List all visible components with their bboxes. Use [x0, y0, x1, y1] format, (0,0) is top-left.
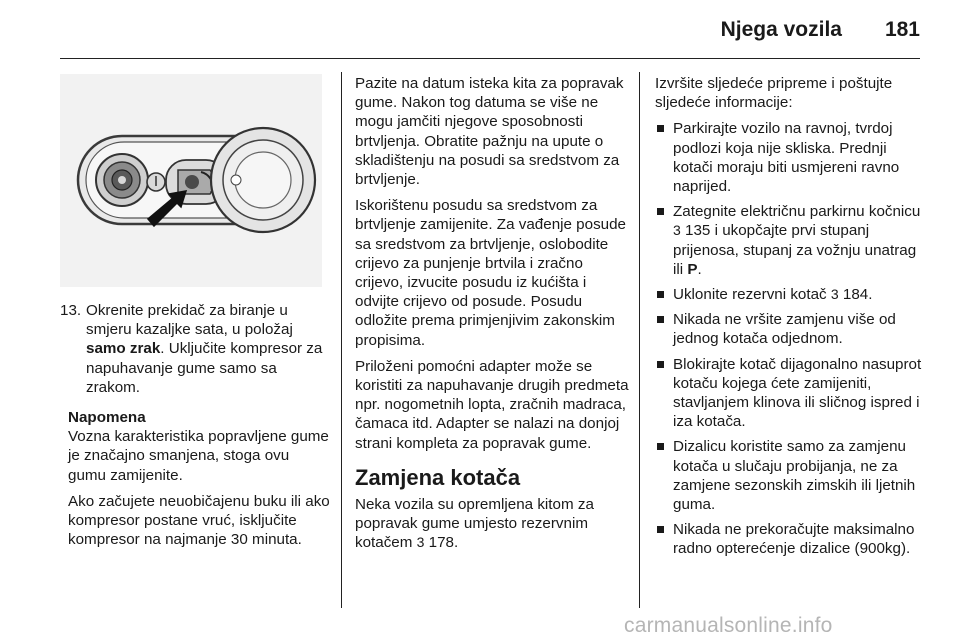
bullet-icon: [657, 291, 664, 298]
list-item-text: .: [868, 286, 873, 304]
bullet-icon: [657, 316, 664, 323]
bullet-icon: [657, 443, 664, 450]
note-title: Napomena: [68, 409, 146, 427]
intro-paragraph: Izvršite sljedeće pripreme i poštujte sljedeće informacije:: [655, 75, 893, 112]
note-paragraph-1: Vozna karakteristika popravljene gume je značajno smanjena, stoga ovu gumu zamijenite.: [68, 428, 329, 484]
wheel-change-text: Neka vozila su opremljena kitom za popravak gume umjesto rezervnim kotačem: [355, 495, 594, 552]
step-13: [60, 301, 330, 397]
page-ref-icon: 3: [416, 534, 425, 551]
column-2: [355, 74, 630, 559]
list-item-text: .: [697, 260, 702, 278]
page-ref-icon: 3: [673, 222, 681, 239]
list-item-text: i ukopčajte prvi stupanj prijenosa, stupanj za vožnju unatrag ili: [673, 222, 917, 278]
bullet-icon: [657, 208, 664, 215]
page-number: 181: [884, 18, 920, 41]
preparation-list: [655, 119, 923, 558]
list-item-text: Blokirajte kotač dijagonalno nasuprot kotaču kojega ćete zamijeniti, stavljanjem klinova ili sličnog ispred i iza kotača.: [673, 355, 922, 431]
compressor-panel-drawing: [60, 74, 322, 287]
step-number: 13.: [60, 302, 82, 319]
step-text-start: Okrenite prekidač za biranje u smjeru kazaljke sata, u položaj: [86, 302, 293, 339]
step-text-bold: samo zrak: [86, 340, 161, 358]
list-item-text: Parkirajte vozilo na ravnoj, tvrdoj podlozi koja nije skliska. Prednji kotači moraju biti usmjereni ravno naprijed.: [673, 120, 900, 196]
column-3: [655, 74, 923, 565]
page-ref-icon: 3: [830, 286, 839, 303]
list-item: [655, 285, 923, 304]
paragraph-expiry: Pazite na datum isteka kita za popravak gume. Nakon tog datuma se više ne mogu jamčiti njegove sposobnosti brtvljenja. Obratite pažnju na upute o skladištenju na posudi sa sredstvom za brtvljenje.: [355, 75, 624, 189]
list-item: [655, 355, 923, 432]
compressor-illustration: [60, 74, 322, 287]
list-item: [655, 437, 923, 514]
pressure-gauge: [96, 154, 148, 206]
column-divider-2: [639, 72, 640, 608]
list-item: [655, 310, 923, 348]
page-header: [60, 18, 920, 46]
header-rule: [60, 58, 920, 59]
list-item-text: Nikada ne prekoračujte maksimalno radno opterećenje dizalice (900kg).: [673, 521, 915, 558]
note-paragraph-2: Ako začujete neuobičajenu buku ili ako kompresor postane vruć, isključite kompresor na najmanje 30 minuta.: [68, 492, 330, 549]
page-ref-number: 135: [685, 222, 711, 240]
section-heading: Zamjena kotača: [355, 464, 521, 490]
sealant-bottle-housing: [211, 128, 315, 232]
column-1: [60, 74, 330, 556]
paragraph-adapter: Priloženi pomoćni adapter može se koristiti za napuhavanje drugih predmeta npr. nogometnih lopta, zračnih madraca, čamaca itd. Adapter se nalazi na donjoj strani kompleta za popravak gume.: [355, 357, 629, 452]
list-item: [655, 119, 923, 196]
page-ref-number: 184: [842, 286, 869, 304]
bullet-icon: [657, 125, 664, 132]
bullet-icon: [657, 361, 664, 368]
list-item: [655, 520, 923, 558]
list-item-text: Zategnite električnu parkirnu kočnicu: [673, 203, 921, 221]
list-item-text: Uklonite rezervni kotač: [673, 286, 831, 304]
watermark: carmanualsonline.info: [624, 614, 833, 637]
list-item-text: Dizalicu koristite samo za zamjenu kotača u slučaju probijanja, ne za zamjene sezonskih zimskih ili ljetnih guma.: [673, 438, 916, 514]
paragraph-replace-bottle: Iskorištenu posudu sa sredstvom za brtvljenje zamijenite. Za vađenje posude sa sredstvom za brtvljenje, oslobodite crijevo za punjenje brtvila i zračno crijevo, izvucite posudu iz kućišta i odvijte crijevo od posude. Posudu odložite prema primjenjivim zakonskim propisima.: [355, 197, 627, 349]
gear-park-label: P: [687, 260, 698, 278]
column-divider-1: [341, 72, 342, 608]
chapter-title: Njega vozila: [720, 18, 842, 41]
note-box: [60, 408, 330, 549]
bullet-icon: [657, 526, 664, 533]
list-item-text: Nikada ne vršite zamjenu više od jednog kotača odjednom.: [673, 311, 896, 348]
step-text-end: . Uključite kompresor za napuhavanje gume samo sa zrakom.: [86, 340, 323, 396]
list-item: [655, 202, 923, 279]
page-ref-number: 178.: [428, 534, 459, 552]
paragraph-wheel-change: [355, 495, 630, 553]
